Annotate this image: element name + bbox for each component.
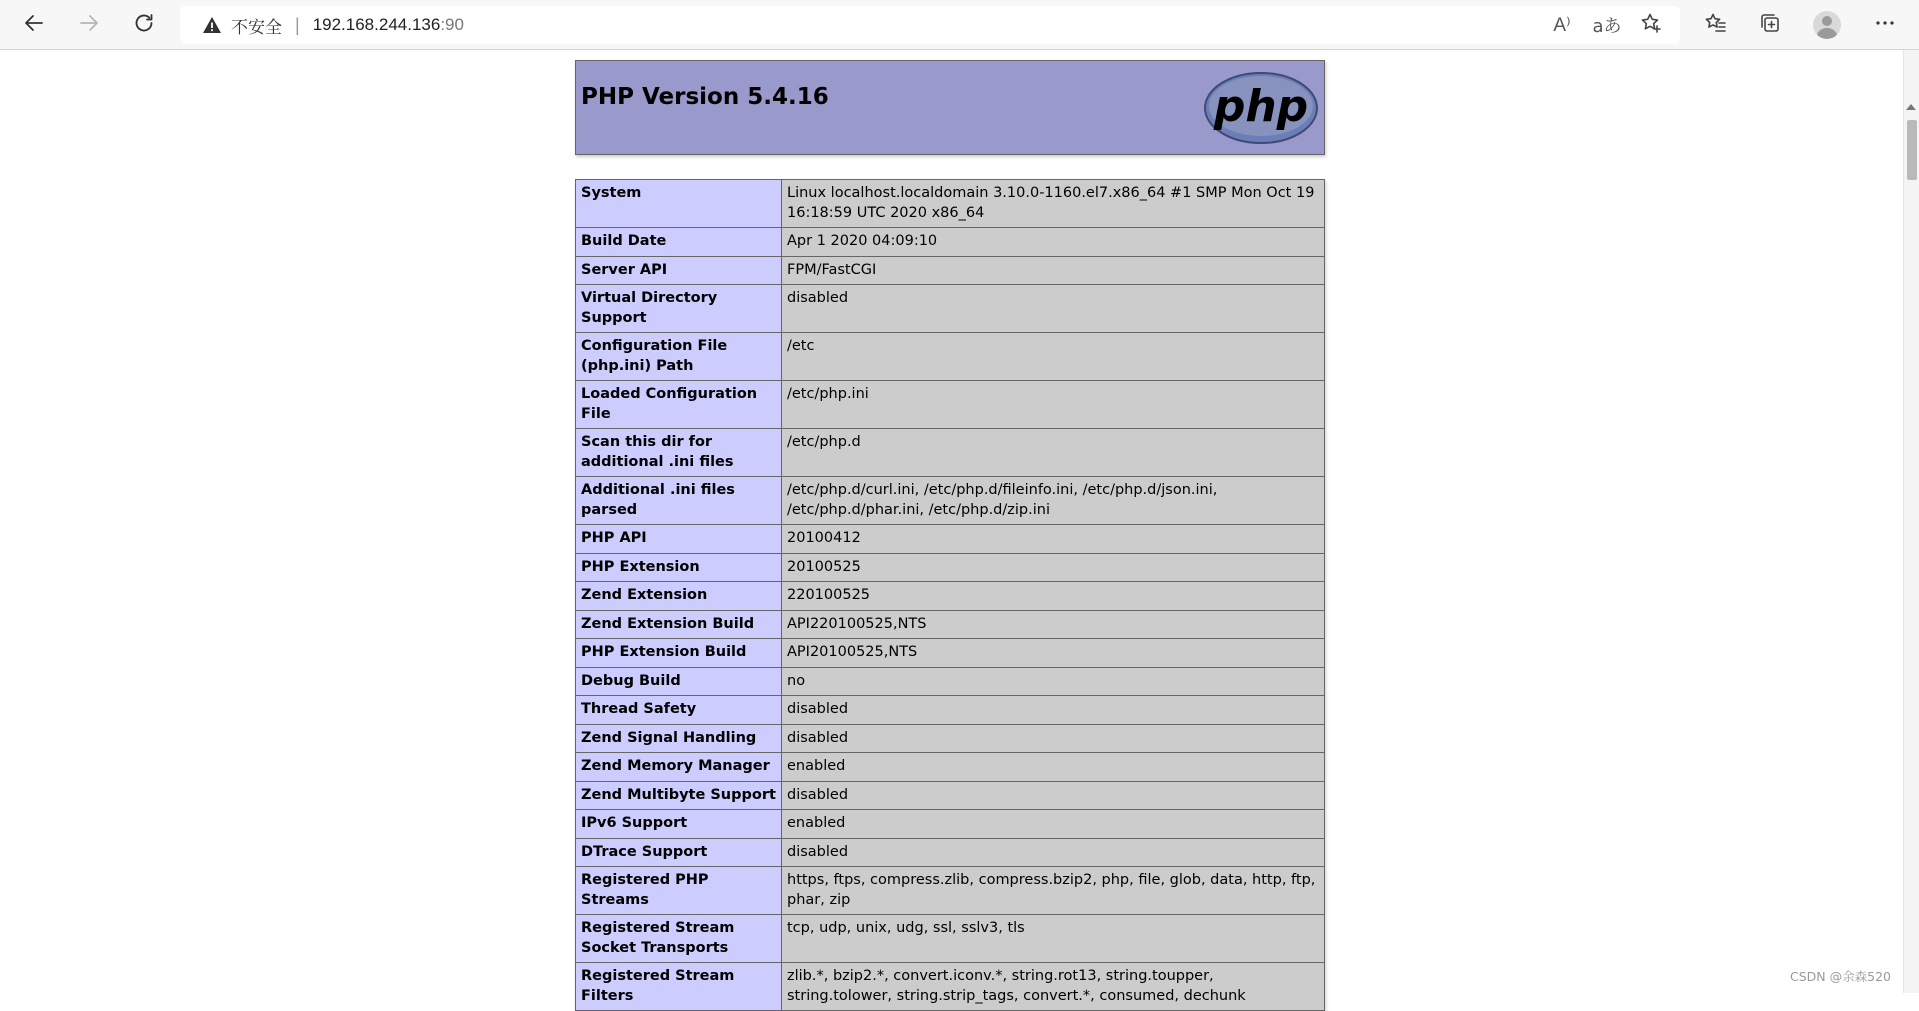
- translate-icon: aあ: [1592, 16, 1622, 37]
- info-value: API20100525,NTS: [782, 639, 1325, 668]
- info-key: PHP Extension: [576, 553, 782, 582]
- php-version-header: [575, 60, 1325, 155]
- table-row: [576, 582, 1325, 611]
- info-key: Additional .ini files parsed: [576, 477, 782, 525]
- info-key: Debug Build: [576, 667, 782, 696]
- table-row: [576, 381, 1325, 429]
- warning-icon[interactable]: [202, 15, 222, 35]
- table-row: [576, 724, 1325, 753]
- info-value: Linux localhost.localdomain 3.10.0-1160.el7.x86_64 #1 SMP Mon Oct 19 16:18:59 UTC 2020 x86_64: [782, 180, 1325, 228]
- read-aloud-button[interactable]: [1545, 9, 1579, 41]
- info-key: Virtual Directory Support: [576, 285, 782, 333]
- add-favorite-button[interactable]: [1634, 9, 1668, 41]
- page-scrollbar[interactable]: [1903, 50, 1919, 993]
- collections-icon: [1758, 11, 1782, 39]
- back-arrow-icon: [22, 11, 46, 39]
- back-button[interactable]: [16, 8, 52, 42]
- info-key: PHP Extension Build: [576, 639, 782, 668]
- page-title: PHP Version 5.4.16: [581, 84, 829, 110]
- forward-arrow-icon: [77, 11, 101, 39]
- info-key: Configuration File (php.ini) Path: [576, 333, 782, 381]
- info-value: disabled: [782, 724, 1325, 753]
- info-value: no: [782, 667, 1325, 696]
- forward-button[interactable]: [71, 8, 107, 42]
- info-value: API220100525,NTS: [782, 610, 1325, 639]
- info-key: Zend Memory Manager: [576, 753, 782, 782]
- info-value: /etc/php.d/curl.ini, /etc/php.d/fileinfo.ini, /etc/php.d/json.ini, /etc/php.d/phar.ini, /etc/php.d/zip.ini: [782, 477, 1325, 525]
- more-menu-button[interactable]: [1868, 9, 1902, 41]
- watermark: CSDN @余森520: [1790, 969, 1891, 984]
- table-row: [576, 696, 1325, 725]
- collections-button[interactable]: [1753, 9, 1787, 41]
- url-port[interactable]: :90: [440, 15, 464, 34]
- address-separator: |: [295, 14, 300, 35]
- info-value: 20100525: [782, 553, 1325, 582]
- info-key: PHP API: [576, 525, 782, 554]
- info-key: Zend Extension: [576, 582, 782, 611]
- info-key: IPv6 Support: [576, 810, 782, 839]
- more-menu-icon: [1873, 11, 1897, 39]
- table-row: [576, 180, 1325, 228]
- info-value: disabled: [782, 781, 1325, 810]
- refresh-button[interactable]: [126, 8, 162, 42]
- info-value: enabled: [782, 753, 1325, 782]
- refresh-icon: [132, 11, 156, 39]
- read-aloud-icon: A⁾: [1553, 14, 1571, 36]
- table-row: [576, 525, 1325, 554]
- table-row: [576, 963, 1325, 1011]
- profile-button[interactable]: [1810, 9, 1844, 41]
- table-row: [576, 429, 1325, 477]
- info-value: /etc/php.ini: [782, 381, 1325, 429]
- table-row: [576, 867, 1325, 915]
- table-row: [576, 477, 1325, 525]
- info-value: 20100412: [782, 525, 1325, 554]
- table-row: [576, 285, 1325, 333]
- info-key: Zend Signal Handling: [576, 724, 782, 753]
- info-key: Registered PHP Streams: [576, 867, 782, 915]
- info-value: FPM/FastCGI: [782, 256, 1325, 285]
- info-value: tcp, udp, unix, udg, ssl, sslv3, tls: [782, 915, 1325, 963]
- info-value: zlib.*, bzip2.*, convert.iconv.*, string.rot13, string.toupper, string.tolower, string.strip_tags, convert.*, consumed, dechunk: [782, 963, 1325, 1011]
- table-row: [576, 667, 1325, 696]
- info-value: /etc: [782, 333, 1325, 381]
- php-logo[interactable]: [1203, 68, 1319, 148]
- phpinfo-page: [575, 60, 1325, 1011]
- table-row: [576, 838, 1325, 867]
- info-key: Zend Multibyte Support: [576, 781, 782, 810]
- info-value: disabled: [782, 285, 1325, 333]
- address-bar[interactable]: [180, 6, 1680, 44]
- info-value: Apr 1 2020 04:09:10: [782, 228, 1325, 257]
- favorites-button[interactable]: [1699, 9, 1733, 41]
- add-favorite-icon: [1639, 11, 1663, 39]
- table-row: [576, 915, 1325, 963]
- info-key: Zend Extension Build: [576, 610, 782, 639]
- scroll-up-arrow-icon[interactable]: [1906, 104, 1916, 110]
- table-row: [576, 256, 1325, 285]
- favorites-icon: [1704, 11, 1728, 39]
- table-row: [576, 810, 1325, 839]
- security-status-label[interactable]: 不安全: [231, 17, 282, 37]
- php-logo-text: php: [1213, 81, 1309, 132]
- info-value: /etc/php.d: [782, 429, 1325, 477]
- table-row: [576, 228, 1325, 257]
- info-key: Loaded Configuration File: [576, 381, 782, 429]
- table-row: [576, 553, 1325, 582]
- table-row: [576, 781, 1325, 810]
- info-key: Registered Stream Filters: [576, 963, 782, 1011]
- table-row: [576, 333, 1325, 381]
- info-value: enabled: [782, 810, 1325, 839]
- browser-toolbar: [0, 0, 1919, 50]
- php-info-table: [575, 179, 1325, 1011]
- info-value: disabled: [782, 838, 1325, 867]
- info-key: Thread Safety: [576, 696, 782, 725]
- info-key: DTrace Support: [576, 838, 782, 867]
- info-value: https, ftps, compress.zlib, compress.bzip2, php, file, glob, data, http, ftp, phar, zip: [782, 867, 1325, 915]
- info-key: Build Date: [576, 228, 782, 257]
- translate-button[interactable]: [1590, 9, 1624, 41]
- url-host[interactable]: 192.168.244.136: [312, 15, 441, 34]
- info-key: Scan this dir for additional .ini files: [576, 429, 782, 477]
- info-value: 220100525: [782, 582, 1325, 611]
- table-row: [576, 610, 1325, 639]
- info-value: disabled: [782, 696, 1325, 725]
- table-row: [576, 639, 1325, 668]
- scrollbar-thumb[interactable]: [1907, 120, 1917, 180]
- table-row: [576, 753, 1325, 782]
- info-key: Registered Stream Socket Transports: [576, 915, 782, 963]
- profile-avatar-icon: [1813, 11, 1841, 39]
- info-key: System: [576, 180, 782, 228]
- info-key: Server API: [576, 256, 782, 285]
